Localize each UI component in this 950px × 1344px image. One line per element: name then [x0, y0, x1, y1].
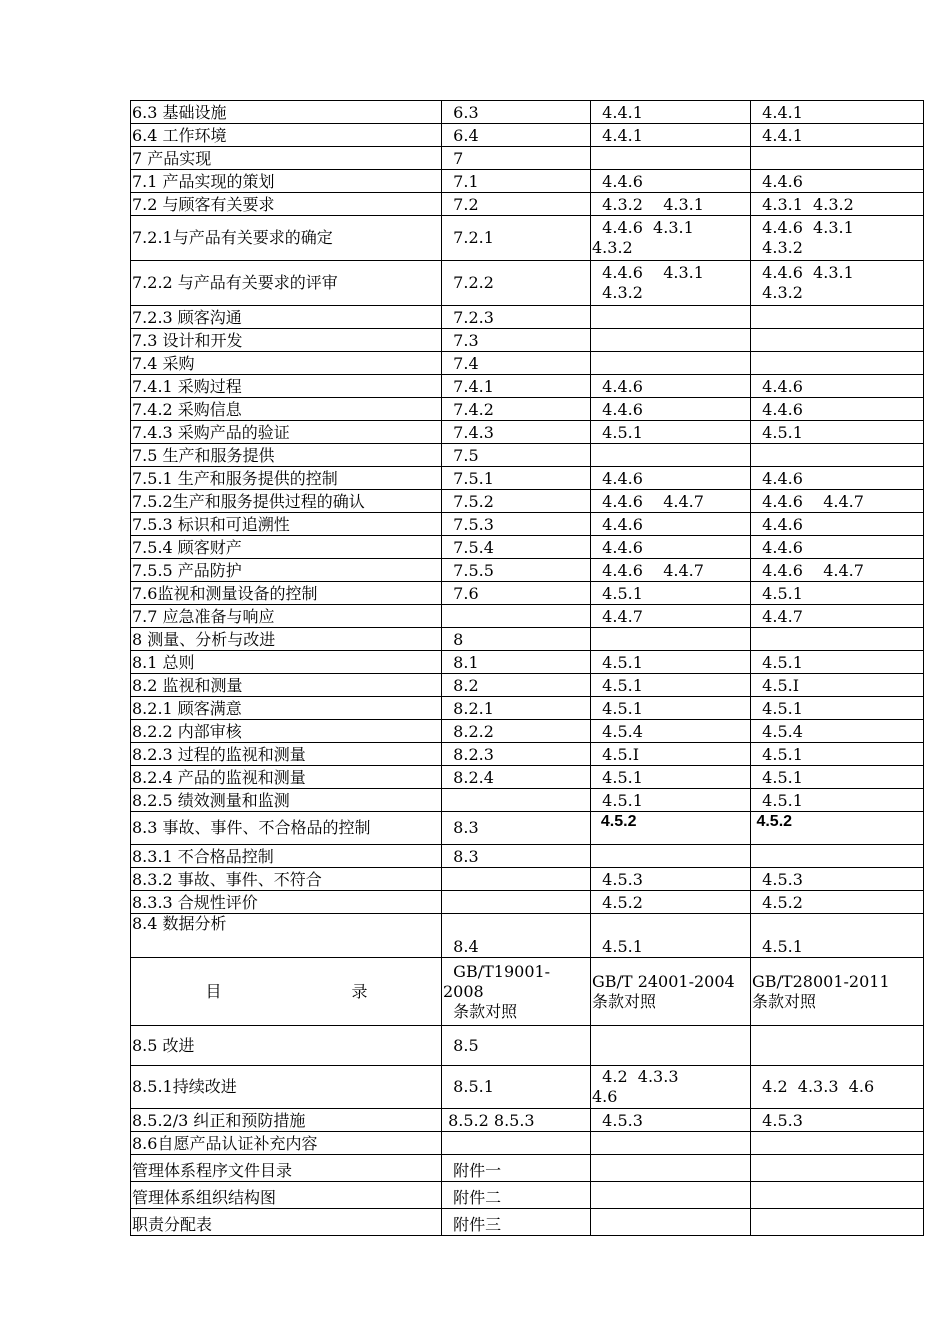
gb19001-ref: 8.2.2: [442, 720, 591, 743]
gb19001-ref: 附件三: [442, 1209, 591, 1236]
gb24001-ref: [591, 1155, 751, 1182]
clause-title: 7.1 产品实现的策划: [131, 170, 442, 193]
gb19001-ref: 7.6: [442, 582, 591, 605]
gb19001-ref: 8.1: [442, 651, 591, 674]
gb24001-ref: 4.4.6 4.4.7: [591, 559, 751, 582]
gb24001-ref: 4.5.1: [591, 674, 751, 697]
gb19001-ref: 8: [442, 628, 591, 651]
gb24001-ref: 4.4.6: [591, 375, 751, 398]
gb24001-ref: 4.4.6: [591, 170, 751, 193]
gb24001-ref: 4.5.3: [591, 1109, 751, 1132]
gb28001-ref: [751, 845, 924, 868]
gb28001-ref: 4.4.1: [751, 124, 924, 147]
gb19001-ref: 7: [442, 147, 591, 170]
gb19001-ref: 7.2.3: [442, 306, 591, 329]
table-row: [131, 812, 924, 845]
clause-title: 7.6监视和测量设备的控制: [131, 582, 442, 605]
gb24001-ref: 4.4.6 4.3.1 4.3.2: [591, 216, 751, 261]
gb19001-ref: 7.1: [442, 170, 591, 193]
clause-title: 7.4 采购: [131, 352, 442, 375]
table-row: [131, 674, 924, 697]
gb28001-ref: 4.4.7: [751, 605, 924, 628]
clause-title: 8.2 监视和测量: [131, 674, 442, 697]
header-gb24001: GB/T 24001-2004 条款对照: [591, 958, 751, 1026]
gb28001-ref: 4.5.1: [751, 582, 924, 605]
table-row: [131, 845, 924, 868]
gb28001-ref: [751, 329, 924, 352]
clause-title: 7.4.3 采购产品的验证: [131, 421, 442, 444]
table-row: [131, 605, 924, 628]
gb19001-ref: 7.5.2: [442, 490, 591, 513]
clause-title: 7.3 设计和开发: [131, 329, 442, 352]
gb28001-ref: [751, 1182, 924, 1209]
table-row: [131, 147, 924, 170]
table-row: [131, 891, 924, 914]
gb24001-ref: 4.3.2 4.3.1: [591, 193, 751, 216]
gb28001-ref: 4.4.6 4.3.1 4.3.2: [751, 216, 924, 261]
clause-title: 8.3 事故、事件、不合格品的控制: [131, 812, 442, 845]
table-row: [131, 628, 924, 651]
table-row: [131, 490, 924, 513]
gb24001-ref: [591, 1182, 751, 1209]
clause-title: 8.2.4 产品的监视和测量: [131, 766, 442, 789]
gb28001-ref: 4.4.1: [751, 101, 924, 124]
gb19001-ref: 8.5: [442, 1026, 591, 1066]
gb19001-ref: 8.5.2 8.5.3: [442, 1109, 591, 1132]
clause-title: 7.7 应急准备与响应: [131, 605, 442, 628]
gb19001-ref: [442, 868, 591, 891]
gb24001-ref: 4.2 4.3.3 4.6: [591, 1066, 751, 1109]
table-row: [131, 1109, 924, 1132]
table-row: [131, 536, 924, 559]
gb19001-ref: 6.3: [442, 101, 591, 124]
gb28001-ref: 4.5.1: [751, 421, 924, 444]
table-row: [131, 444, 924, 467]
clause-title: 7.4.1 采购过程: [131, 375, 442, 398]
table-row: [131, 170, 924, 193]
gb28001-ref: 4.4.6: [751, 375, 924, 398]
gb24001-ref: 4.4.6: [591, 467, 751, 490]
gb19001-ref: 7.2.1: [442, 216, 591, 261]
clause-title: 8.3.3 合规性评价: [131, 891, 442, 914]
gb24001-ref: [591, 628, 751, 651]
table-row: [131, 216, 924, 261]
clause-title: 8.2.5 绩效测量和监测: [131, 789, 442, 812]
gb24001-ref: 4.5.I: [591, 743, 751, 766]
gb28001-ref: [751, 1026, 924, 1066]
table-row: [131, 914, 924, 958]
gb19001-ref: 7.5.4: [442, 536, 591, 559]
clause-title: 8.3.1 不合格品控制: [131, 845, 442, 868]
clause-title: 8.2.2 内部审核: [131, 720, 442, 743]
table-row: [131, 1155, 924, 1182]
gb24001-ref: 4.5.1: [591, 789, 751, 812]
gb24001-ref: 4.4.7: [591, 605, 751, 628]
gb28001-ref: 4.5.I: [751, 674, 924, 697]
gb28001-ref: [751, 352, 924, 375]
gb28001-ref: 4.5.1: [751, 789, 924, 812]
table-row: [131, 651, 924, 674]
gb19001-ref: 8.2.4: [442, 766, 591, 789]
table-row: [131, 352, 924, 375]
gb19001-ref: [442, 891, 591, 914]
clause-title: 8.2.1 顾客满意: [131, 697, 442, 720]
gb28001-ref: [751, 444, 924, 467]
gb24001-ref: 4.5.1: [591, 421, 751, 444]
gb28001-ref: 4.3.1 4.3.2: [751, 193, 924, 216]
clause-title: 职责分配表: [131, 1209, 442, 1236]
gb24001-ref: [591, 352, 751, 375]
gb19001-ref: 7.4: [442, 352, 591, 375]
clause-title: 7.5.1 生产和服务提供的控制: [131, 467, 442, 490]
gb24001-ref: [591, 147, 751, 170]
table-row: [131, 261, 924, 306]
gb19001-ref: 7.4.2: [442, 398, 591, 421]
gb24001-ref: [591, 1026, 751, 1066]
table-row: [131, 193, 924, 216]
gb24001-ref: 4.4.6 4.3.1 4.3.2: [591, 261, 751, 306]
gb28001-ref: 4.5.1: [751, 766, 924, 789]
table-row: [131, 375, 924, 398]
gb19001-ref: 7.2: [442, 193, 591, 216]
clause-title: 7.2.2 与产品有关要求的评审: [131, 261, 442, 306]
gb28001-ref: 4.5.1: [751, 697, 924, 720]
table-row: [131, 1026, 924, 1066]
clause-title: 7.5 生产和服务提供: [131, 444, 442, 467]
clause-title: 8 测量、分析与改进: [131, 628, 442, 651]
table-row: [131, 559, 924, 582]
gb28001-ref: 4.4.6: [751, 513, 924, 536]
clause-title: 8.6自愿产品认证补充内容: [131, 1132, 442, 1155]
gb19001-ref: 7.5.1: [442, 467, 591, 490]
gb19001-ref: 7.2.2: [442, 261, 591, 306]
clause-title: 8.1 总则: [131, 651, 442, 674]
gb24001-ref: 4.5.2: [591, 891, 751, 914]
gb24001-ref: 4.4.1: [591, 101, 751, 124]
gb28001-ref: 4.4.6: [751, 536, 924, 559]
gb19001-ref: 8.4: [442, 914, 591, 958]
table-row: [131, 743, 924, 766]
gb24001-ref: 4.5.2: [591, 812, 751, 845]
header-gb19001: GB/T19001- 2008 条款对照: [442, 958, 591, 1026]
gb28001-ref: [751, 1155, 924, 1182]
gb24001-ref: [591, 845, 751, 868]
clause-cross-reference-table: [130, 100, 924, 1236]
clause-title: 7 产品实现: [131, 147, 442, 170]
gb28001-ref: [751, 628, 924, 651]
gb19001-ref: 7.5.3: [442, 513, 591, 536]
gb28001-ref: [751, 306, 924, 329]
gb24001-ref: 4.5.1: [591, 914, 751, 958]
gb24001-ref: 4.5.3: [591, 868, 751, 891]
gb19001-ref: 8.3: [442, 812, 591, 845]
gb19001-ref: 8.3: [442, 845, 591, 868]
clause-title: 7.2 与顾客有关要求: [131, 193, 442, 216]
gb28001-ref: 4.5.4: [751, 720, 924, 743]
gb19001-ref: 7.4.1: [442, 375, 591, 398]
clause-title: 7.5.5 产品防护: [131, 559, 442, 582]
gb28001-ref: 4.4.6: [751, 467, 924, 490]
table-row: [131, 101, 924, 124]
table-row: [131, 467, 924, 490]
table-row: [131, 306, 924, 329]
gb19001-ref: 附件二: [442, 1182, 591, 1209]
table-row: [131, 124, 924, 147]
gb19001-ref: [442, 1132, 591, 1155]
gb24001-ref: 4.4.6: [591, 513, 751, 536]
gb19001-ref: [442, 789, 591, 812]
gb19001-ref: 8.5.1: [442, 1066, 591, 1109]
gb28001-ref: 4.5.3: [751, 868, 924, 891]
gb28001-ref: [751, 147, 924, 170]
gb28001-ref: 4.4.6 4.4.7: [751, 490, 924, 513]
clause-title: 8.2.3 过程的监视和测量: [131, 743, 442, 766]
gb24001-ref: [591, 1209, 751, 1236]
clause-title: 8.4 数据分析: [131, 914, 442, 958]
clause-title: 8.3.2 事故、事件、不符合: [131, 868, 442, 891]
gb28001-ref: 4.4.6 4.3.1 4.3.2: [751, 261, 924, 306]
clause-title: 7.2.3 顾客沟通: [131, 306, 442, 329]
clause-title: 6.4 工作环境: [131, 124, 442, 147]
gb28001-ref: 4.5.1: [751, 914, 924, 958]
table-row: [131, 766, 924, 789]
table-row: [131, 1132, 924, 1155]
gb28001-ref: 4.5.1: [751, 743, 924, 766]
gb24001-ref: [591, 1132, 751, 1155]
clause-title: 管理体系组织结构图: [131, 1182, 442, 1209]
table-row: [131, 1066, 924, 1109]
gb28001-ref: 4.4.6: [751, 170, 924, 193]
clause-title: 8.5.1持续改进: [131, 1066, 442, 1109]
gb19001-ref: 8.2: [442, 674, 591, 697]
clause-title: 7.4.2 采购信息: [131, 398, 442, 421]
table-row: [131, 697, 924, 720]
clause-title: 7.5.3 标识和可追溯性: [131, 513, 442, 536]
gb19001-ref: 7.3: [442, 329, 591, 352]
table-row: [131, 513, 924, 536]
table-row: [131, 1182, 924, 1209]
clause-title: 8.5.2/3 纠正和预防措施: [131, 1109, 442, 1132]
gb28001-ref: 4.5.2: [751, 891, 924, 914]
gb24001-ref: 4.5.1: [591, 766, 751, 789]
gb24001-ref: [591, 306, 751, 329]
gb28001-ref: 4.5.2: [751, 812, 924, 845]
gb24001-ref: 4.5.1: [591, 582, 751, 605]
clause-title: 7.5.2生产和服务提供过程的确认: [131, 490, 442, 513]
gb28001-ref: 4.2 4.3.3 4.6: [751, 1066, 924, 1109]
header-title: 目 录: [131, 958, 442, 1026]
gb28001-ref: [751, 1209, 924, 1236]
gb28001-ref: 4.5.1: [751, 651, 924, 674]
gb24001-ref: 4.4.6: [591, 398, 751, 421]
clause-title: 7.2.1与产品有关要求的确定: [131, 216, 442, 261]
table-row: [131, 720, 924, 743]
table-row: [131, 421, 924, 444]
clause-title: 管理体系程序文件目录: [131, 1155, 442, 1182]
gb28001-ref: [751, 1132, 924, 1155]
gb24001-ref: [591, 444, 751, 467]
gb24001-ref: [591, 329, 751, 352]
table-row: [131, 868, 924, 891]
table-row: [131, 1209, 924, 1236]
gb24001-ref: 4.5.4: [591, 720, 751, 743]
clause-title: 8.5 改进: [131, 1026, 442, 1066]
clause-title: 6.3 基础设施: [131, 101, 442, 124]
gb19001-ref: 7.4.3: [442, 421, 591, 444]
clause-title: 7.5.4 顾客财产: [131, 536, 442, 559]
gb19001-ref: 7.5: [442, 444, 591, 467]
gb19001-ref: 8.2.1: [442, 697, 591, 720]
table-row: [131, 329, 924, 352]
gb24001-ref: 4.5.1: [591, 651, 751, 674]
gb19001-ref: 8.2.3: [442, 743, 591, 766]
header-gb28001: GB/T28001-2011 条款对照: [751, 958, 924, 1026]
table-row: [131, 398, 924, 421]
gb19001-ref: 附件一: [442, 1155, 591, 1182]
gb19001-ref: 7.5.5: [442, 559, 591, 582]
gb19001-ref: 6.4: [442, 124, 591, 147]
gb28001-ref: 4.5.3: [751, 1109, 924, 1132]
gb24001-ref: 4.4.1: [591, 124, 751, 147]
gb24001-ref: 4.4.6 4.4.7: [591, 490, 751, 513]
gb24001-ref: 4.4.6: [591, 536, 751, 559]
gb19001-ref: [442, 605, 591, 628]
table-row: [131, 789, 924, 812]
gb28001-ref: 4.4.6: [751, 398, 924, 421]
header-row: [131, 958, 924, 1026]
table-row: [131, 582, 924, 605]
gb28001-ref: 4.4.6 4.4.7: [751, 559, 924, 582]
gb24001-ref: 4.5.1: [591, 697, 751, 720]
